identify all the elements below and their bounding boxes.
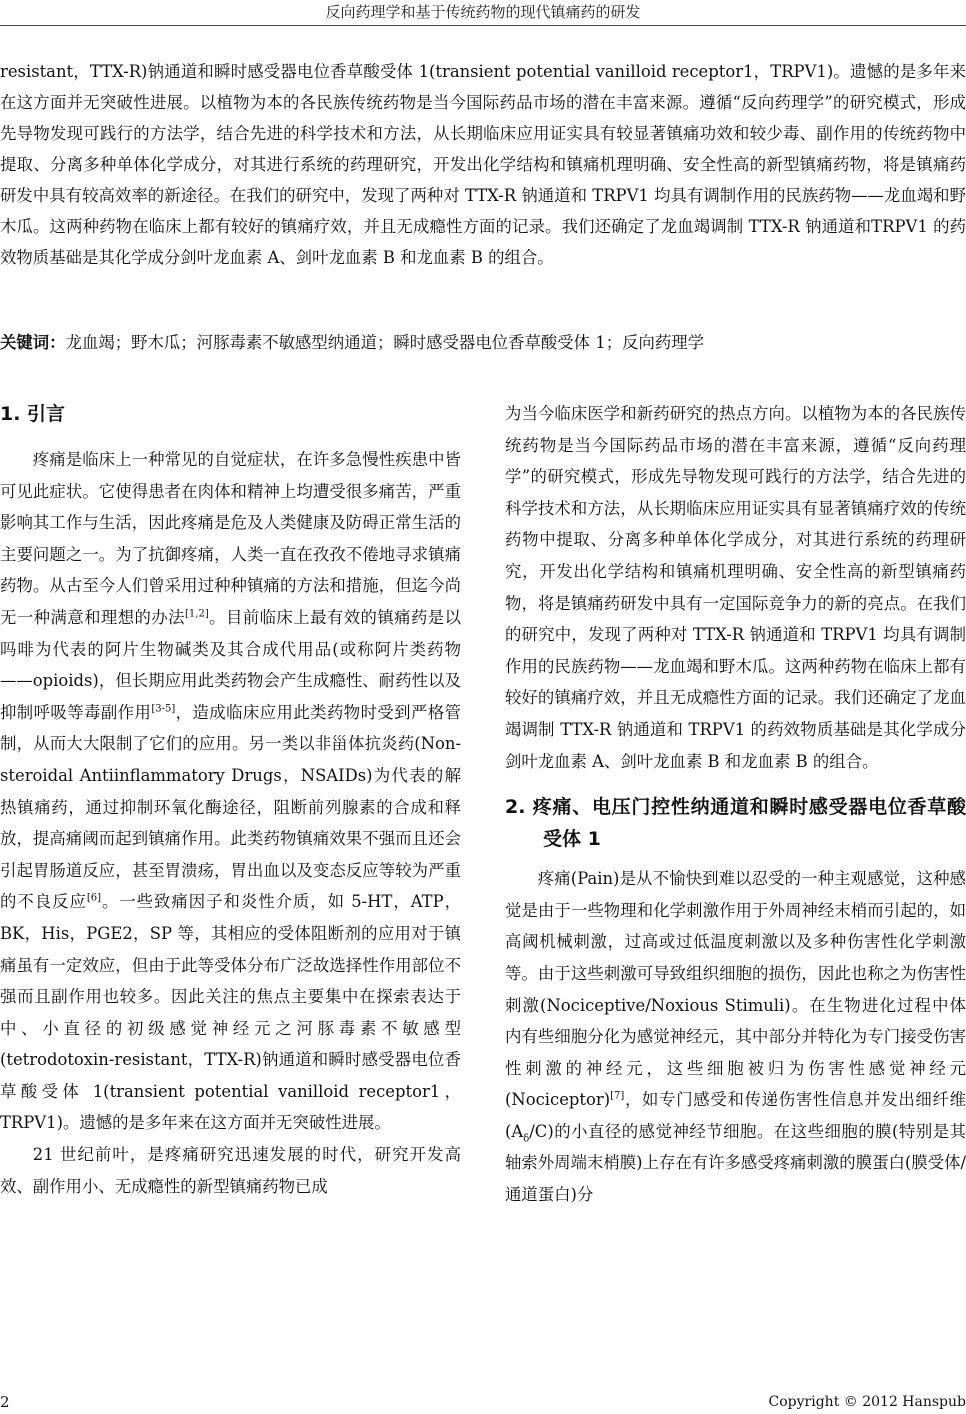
delta-subscript: δ bbox=[523, 1133, 530, 1145]
section-2-heading: 2. 疼痛、电压门控性纳通道和瞬时感受器电位香草酸受体 1 bbox=[505, 796, 966, 851]
running-header bbox=[0, 0, 966, 32]
citation-ref: [3-5] bbox=[151, 703, 176, 715]
section-1-heading: 1. 引言 bbox=[0, 403, 66, 425]
right-column bbox=[505, 398, 966, 1211]
abstract-text: resistant，TTX-R)钠通道和瞬时感受器电位香草酸受体 1(transient potential vanilloid receptor1，TRPV1)。遗憾的是多年来在这方面并无突破性进展。以植物为本的各民族传统药物是当今国际药品市场的潜在丰富来源。遵循“反向药理学”的研究模式，形成先导物发现可践行的方法学，结合先进的科学技术和方法，从长期临床应用证实具有较显著镇痛功效和较少毒、副作用的传统药物中提取、分离多种单体化学成分，对其进行系统的药理研究，开发出化学结构和镇痛机理明确、安全性高的新型镇痛药物，将是镇痛药研发中具有较高效率的新途径。在我们的研究中，发现了两种对 TTX-R 钠通道和 TRPV1 均具有调制作用的民族药物——龙血竭和野木瓜。这两种药物在临床上都有较好的镇痛疗效，并且无成瘾性方面的记录。我们还确定了龙血竭调制 TTX-R 钠通道和TRPV1 的药效物质基础是其化学成分剑叶龙血素 A、剑叶龙血素 B 和龙血素 B 的组合。 bbox=[0, 62, 966, 267]
header-divider bbox=[0, 25, 966, 26]
s1p1-text-a: 疼痛是临床上一种常见的自觉症状，在许多急慢性疾患中皆可见此症状。它使得患者在肉体和精神上均遭受很多痛苦，严重影响其工作与生活，因此疼痛是危及人类健康及防碍正常生活的主要问题之一。为了抗御疼痛，人类一直在孜孜不倦地寻求镇痛药物。从古至今人们曾采用过种种镇痛的方法和措施，但迄今尚无一种满意和理想的办法 bbox=[0, 450, 461, 627]
abstract-block bbox=[0, 56, 966, 273]
keywords-text: 龙血竭；野木瓜；河豚毒素不敏感型纳通道；瞬时感受器电位香草酸受体 1；反向药理学 bbox=[65, 333, 705, 352]
section-1-paragraph-2-start: 21 世纪前叶，是疼痛研究迅速发展的时代，研究开发高效、副作用小、无成瘾性的新型镇痛药物已成 bbox=[0, 1145, 461, 1196]
s1p1-text-c: ，造成临床应用此类药物时受到严格管制，从而大大限制了它们的应用。另一类以非甾体抗炎药(Non-steroidal Antiinflammatory Drugs，NSAIDs)为代表的解热镇痛药，通过抑制环氧化酶途径，阻断前列腺素的合成和释放，提高痛阈而起到镇痛作用。此类药物镇痛效果不强而且还会引起胃肠道反应，甚至胃溃疡，胃出血以及变态反应等较为严重的不良反应 bbox=[0, 702, 462, 912]
s1p1-text-d: 。一些致痛因子和炎性介质，如 5-HT，ATP，BK，His，PGE2，SP 等，其相应的受体阻断剂的应用对于镇痛虽有一定效应，但由于此等受体分布广泛故选择性作用部位不强而且副作用也较多。因此关注的焦点主要集中在探索表达于中、小直径的初级感觉神经元之河豚毒素不敏感型(tetrodotoxin-resistant，TTX-R)钠通道和瞬时感受器电位香草酸受体 1(transient potential vanilloid receptor1，TRPV1)。遗憾的是多年来在这方面并无突破性进展。 bbox=[0, 892, 461, 1133]
keywords-label: 关键词： bbox=[0, 333, 66, 352]
s2p1-text-a: 疼痛(Pain)是从不愉快到难以忍受的一种主观感觉，这种感觉是由于一些物理和化学刺激作用于外周神经末梢而引起的，如高阈机械刺激，过高或过低温度刺激以及多种伤害性化学刺激等。由于这些刺激可导致组织细胞的损伤，因此也称之为伤害性刺激(Nociceptive/Noxious Stimuli)。在生物进化过程中体内有些细胞分化为感觉神经元，其中部分并特化为专门接受伤害性刺激的神经元，这些细胞被归为伤害性感觉神经元(Nociceptor) bbox=[505, 869, 966, 1110]
keywords-line bbox=[0, 327, 966, 358]
citation-ref: [1,2] bbox=[185, 608, 209, 620]
citation-ref: [6] bbox=[86, 892, 101, 904]
s2p1-text-c: /C)的小直径的感觉神经节细胞。在这些细胞的膜(特别是其轴索外周端末梢膜)上存在有许多感受疼痛刺激的膜蛋白(膜受体/通道蛋白)分 bbox=[505, 1121, 966, 1205]
section-1-paragraph-1 bbox=[0, 444, 461, 1139]
section-1-paragraph-2-continued: 为当今临床医学和新药研究的热点方向。以植物为本的各民族传统药物是当今国际药品市场的潜在丰富来源，遵循“反向药理学”的研究模式，形成先导物发现可践行的方法学，结合先进的科学技术和方法，从长期临床应用证实具有显著镇痛疗效的传统药物中提取、分离多种单体化学成分，对其进行系统的药理研究，开发出化学结构和镇痛机理明确、安全性高的新型镇痛药物，将是镇痛药研发中具有一定国际竞争力的新的亮点。在我们的研究中，发现了两种对 TTX-R 钠通道和 TRPV1 均具有调制作用的民族药物——龙血竭和野木瓜。这两种药物在临床上都有较好的镇痛疗效，并且无成瘾性方面的记录。我们还确定了龙血竭调制 TTX-R 钠通道和 TRPV1 的药效物质基础是其化学成分剑叶龙血素 A、剑叶龙血素 B 和龙血素 B 的组合。 bbox=[505, 404, 966, 771]
copyright-notice: Copyright © 2012 Hanspub bbox=[768, 1394, 966, 1410]
s2p1-text-b: ，如专门感受和传递伤害性信息并发出细纤维(A bbox=[505, 1090, 966, 1141]
s1p1-text-b: 。目前临床上最有效的镇痛药是以吗啡为代表的阿片生物碱类及其合成代用品(或称阿片类药物——opioids)，但长期应用此类药物会产生成瘾性、耐药性以及抑制呼吸等毒副作用 bbox=[0, 607, 462, 722]
section-2-paragraph-1 bbox=[505, 863, 966, 1211]
page-number: 2 bbox=[0, 1393, 10, 1411]
running-title: 反向药理学和基于传统药物的现代镇痛药的研发 bbox=[325, 3, 641, 21]
left-column bbox=[0, 398, 461, 1202]
citation-ref: [7] bbox=[610, 1090, 625, 1102]
